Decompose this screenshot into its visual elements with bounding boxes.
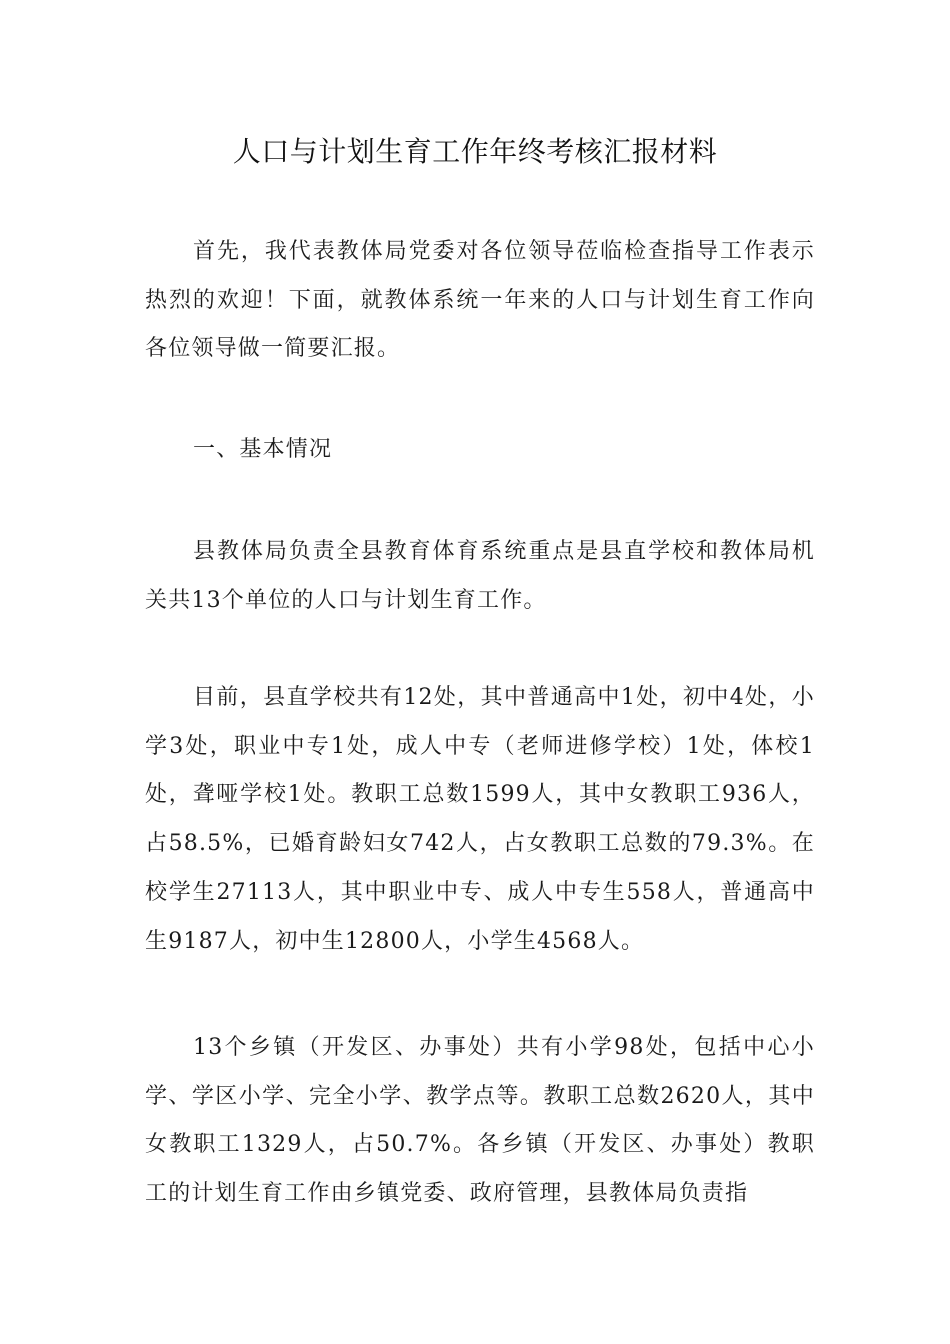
document-title: 人口与计划生育工作年终考核汇报材料 [232, 135, 718, 168]
paragraph-responsibility: 县教体局负责全县教育体育系统重点是县直学校和教体局机关共13个单位的人口与计划生育工作。 [145, 539, 815, 613]
section-heading-basic-situation: 一、基本情况 [193, 437, 333, 462]
paragraph-township-schools: 13个乡镇（开发区、办事处）共有小学98处，包括中心小学、学区小学、完全小学、教学点等。教职工总数2620人，其中女教职工1329人，占50.7%。各乡镇（开发区、办事处）教职工的计划生育工作由乡镇党委、政府管理，县教体局负责指 [145, 1035, 815, 1207]
paragraph-county-schools: 目前，县直学校共有12处，其中普通高中1处，初中4处，小学3处，职业中专1处，成人中专（老师进修学校）1处，体校1处，聋哑学校1处。教职工总数1599人，其中女教职工936人，占58.5%，已婚育龄妇女742人，占女教职工总数的79.3%。在校学生27113人，其中职业中专、成人中专生558人，普通高中生9187人，初中生12800人，小学生4568人。 [145, 685, 815, 954]
paragraph-intro: 首先，我代表教体局党委对各位领导莅临检查指导工作表示热烈的欢迎！下面，就教体系统一年来的人口与计划生育工作向各位领导做一简要汇报。 [145, 239, 815, 362]
